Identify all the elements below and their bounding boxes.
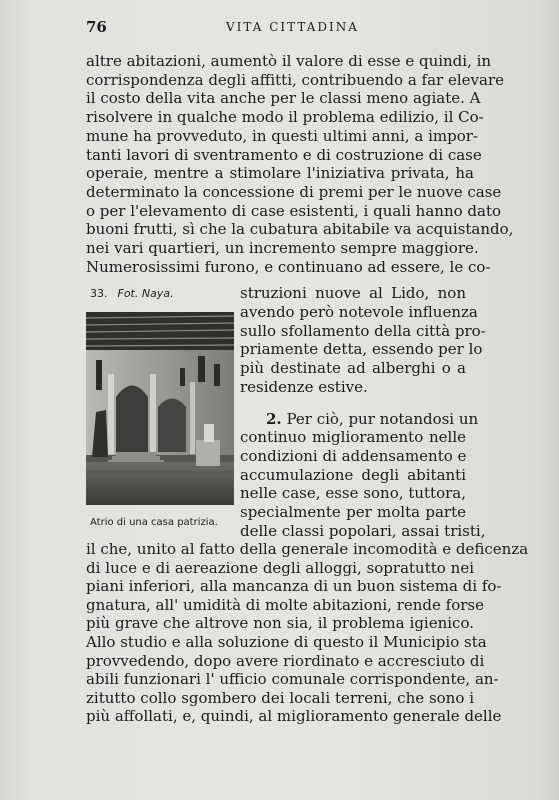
text-line: o per l'elevamento di case esistenti, i quali hanno dato — [86, 201, 502, 220]
text-line: operaie, mentre a stimolare l'iniziativa privata, ha — [86, 164, 474, 183]
text-line: nelle case, esse sono, tuttora, — [240, 484, 466, 503]
figure-credit: Fot. Naya. — [117, 287, 174, 300]
text-line: piani inferiori, alla mancanza di un buon sistema di fo- — [86, 577, 502, 596]
text-line: condizioni di addensamento e — [240, 446, 467, 465]
text-line: specialmente per molta parte — [240, 503, 466, 522]
text-line: nei vari quartieri, un incremento sempre maggiore. — [86, 239, 479, 257]
figure-caption: Atrio di una casa patrizia. — [90, 517, 218, 528]
text-line: accumulazione degli abitanti — [240, 465, 466, 484]
text-line: zitutto collo sgombero dei locali terreni, che sono i — [86, 688, 474, 707]
text-line: gnatura, all' umidità di molte abitazioni, rende forse — [86, 595, 485, 614]
running-title: VITA CITTADINA — [226, 20, 359, 34]
atrium-photo-image — [86, 312, 234, 505]
section-first-line-text: Per ciò, pur notandosi un — [286, 410, 479, 428]
text-line: di luce e di aereazione degli alloggi, sopratutto nei — [86, 558, 474, 577]
section-first-line — [266, 410, 479, 428]
text-line: più grave che altrove non sia, il problema igienico. — [86, 614, 474, 633]
text-line: tanti lavori di sventramento e di costruzione di case — [86, 145, 482, 164]
text-line: residenze estive. — [240, 378, 368, 396]
figure-photo — [86, 312, 234, 505]
text-line: il costo della vita anche per le classi meno agiate. A — [86, 89, 481, 108]
text-line: provvedendo, dopo avere riordinato e accresciuto di — [86, 651, 485, 670]
text-line: priamente detta, essendo per lo — [240, 340, 483, 359]
text-line: il che, unito al fatto della generale incomodità e deficenza — [86, 540, 529, 558]
section-number: 2. — [266, 410, 282, 428]
text-line: Allo studio e alla soluzione di questo il Municipio sta — [86, 633, 487, 651]
text-line: altre abitazioni, aumentò il valore di esse e quindi, in — [86, 52, 492, 70]
text-line: più destinate ad alberghi o a — [240, 359, 466, 378]
text-line: struzioni nuove al Lido, non — [240, 284, 466, 302]
text-line: determinato la concessione di premi per le nuove case — [86, 182, 502, 201]
text-line: sullo sfollamento della città pro- — [240, 321, 486, 340]
text-line: mune ha provveduto, in questi ultimi anni, a impor- — [86, 126, 478, 145]
text-line: abili funzionari l' ufficio comunale corrispondente, an- — [86, 670, 499, 689]
text-line: corrispondenza degli affitti, contribuendo a far elevare — [86, 70, 504, 89]
figure-label — [90, 287, 174, 300]
text-line: buoni frutti, sì che la cubatura abitabile va acquistando, — [86, 220, 514, 239]
text-line: Numerosissimi furono, e continuano ad essere, le co- — [86, 257, 491, 276]
page-header — [86, 18, 473, 38]
text-line: più affollati, e, quindi, al miglioramento generale delle — [86, 707, 502, 726]
text-line: continuo miglioramento nelle — [240, 428, 466, 446]
text-line: delle classi popolari, assai tristi, — [240, 522, 486, 540]
figure-number: 33. — [90, 287, 108, 300]
text-line: avendo però notevole influenza — [240, 302, 478, 321]
page-number: 76 — [86, 18, 107, 36]
text-line: risolvere in qualche modo il problema edilizio, il Co- — [86, 108, 484, 127]
